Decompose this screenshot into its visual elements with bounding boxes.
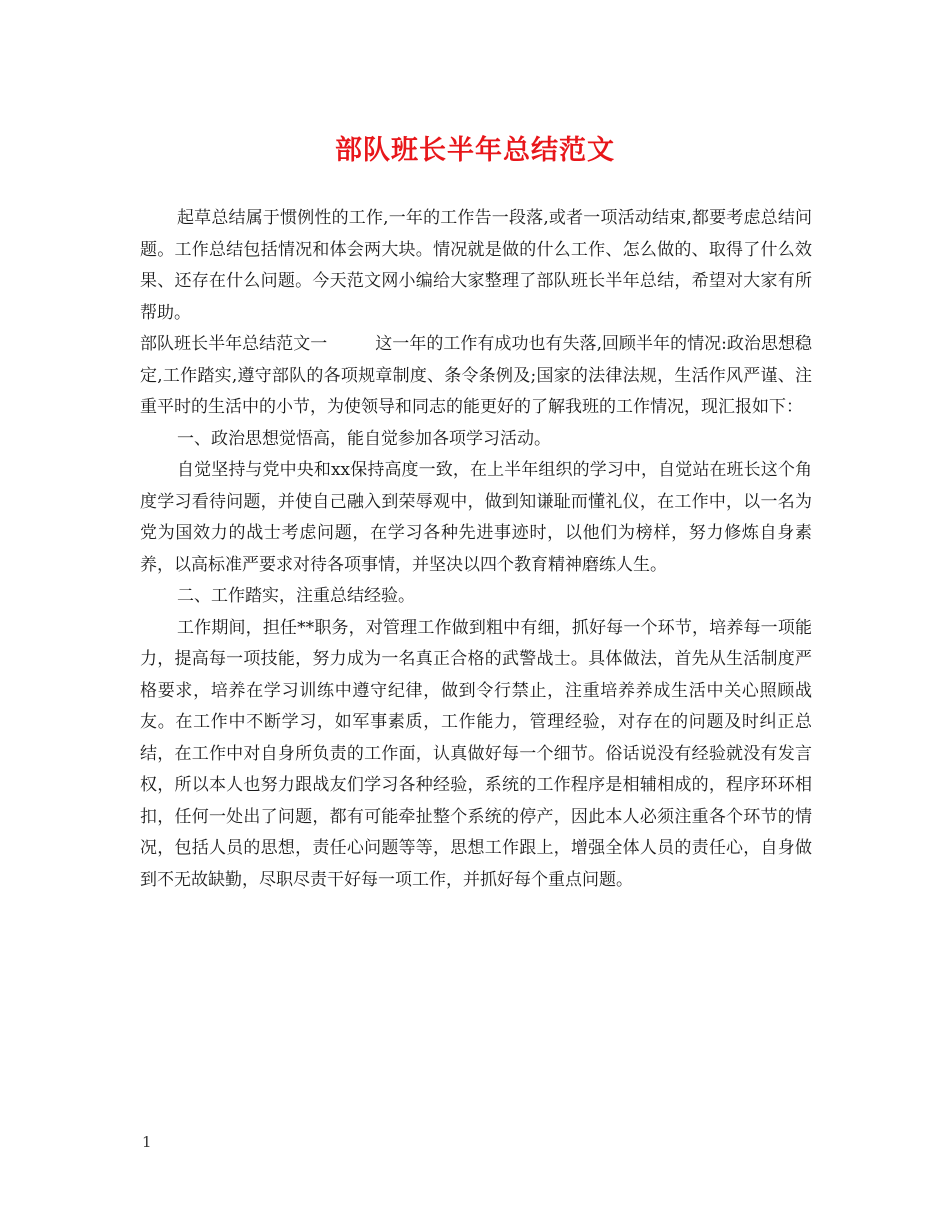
page-number: 1 <box>142 1133 152 1151</box>
document-body <box>140 203 812 896</box>
heading-1: 一、政治思想觉悟高，能自觉参加各项学习活动。 <box>177 428 551 449</box>
section-paragraph <box>140 329 812 424</box>
section-label: 部队班长半年总结范文一 <box>140 334 328 354</box>
body-paragraph-1: 自觉坚持与党中央和xx保持高度一致，在上半年组织的学习中，自觉站在班长这个角度学习看待问题，并使自己融入到荣辱观中，做到知谦耻而懂礼仪，在工作中，以一名为党为国效力的战士考虑问题，在学习各种先进事迹时，以他们为榜样，努力修炼自身素养，以高标准严要求对待各项事情，并坚决以四个教育精神磨练人生。 <box>140 460 812 575</box>
section-intro-text: 这一年的工作有成功也有失落,回顾半年的情况:政治思想稳定,工作踏实,遵守部队的各项规章制度、条令条例及;国家的法律法规，生活作风严谨、注重平时的生活中的小节，为使领导和同志的能更好的了解我班的工作情况，现汇报如下： <box>140 334 812 417</box>
document-title: 部队班长半年总结范文 <box>335 135 615 166</box>
intro-paragraph: 起草总结属于惯例性的工作,一年的工作告一段落,或者一项活动结束,都要考虑总结问题。工作总结包括情况和体会两大块。情况就是做的什么工作、怎么做的、取得了什么效果、还存在什么问题。今天范文网小编给大家整理了部队班长半年总结，希望对大家有所帮助。 <box>140 208 812 323</box>
body-paragraph-2: 工作期间，担任**职务，对管理工作做到粗中有细，抓好每一个环节，培养每一项能力，提高每一项技能，努力成为一名真正合格的武警战士。具体做法，首先从生活制度严格要求，培养在学习训练中遵守纪律，做到令行禁止，注重培养养成生活中关心照顾战友。在工作中不断学习，如军事素质，工作能力，管理经验，对存在的问题及时纠正总结，在工作中对自身所负责的工作面，认真做好每一个细节。俗话说没有经验就没有发言权，所以本人也努力跟战友们学习各种经验，系统的工作程序是相辅相成的，程序环环相扣，任何一处出了问题，都有可能牵扯整个系统的停产，因此本人必须注重各个环节的情况，包括人员的思想，责任心问题等等，思想工作跟上，增强全体人员的责任心，自身做到不无故缺勤，尽职尽责干好每一项工作，并抓好每个重点问题。 <box>140 617 812 890</box>
heading-2: 二、工作踏实，注重总结经验。 <box>177 586 415 606</box>
